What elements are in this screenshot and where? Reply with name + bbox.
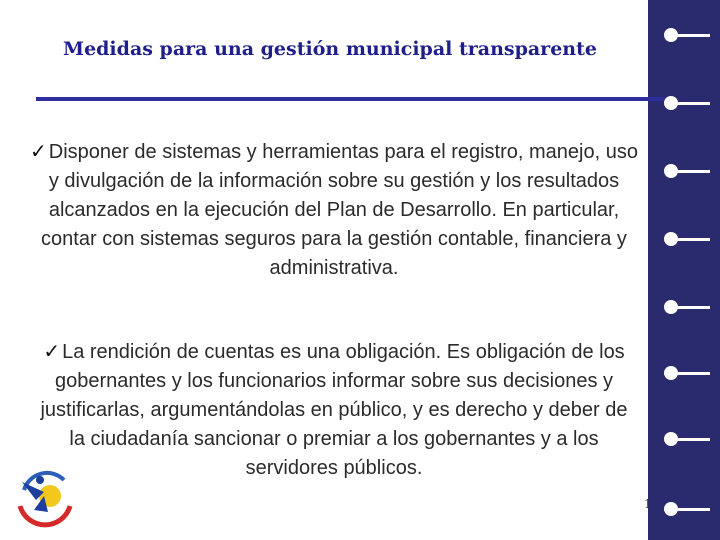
band-dash [676, 170, 710, 173]
bullet-text: La rendición de cuentas es una obligación. Es obligación de los gobernantes y los funcionarios informar sobre sus decisiones y justificarlas, argumentándolas en público, y es derecho y deber de la ciudadanía sancionar o premiar a los gobernantes y a los servidores públicos. [40, 341, 628, 479]
institution-logo-icon [14, 466, 76, 528]
band-dash [676, 102, 710, 105]
checkmark-icon: ✓ [43, 339, 61, 363]
band-dash [676, 508, 710, 511]
decorative-side-band [648, 0, 720, 540]
page-number: 1 [644, 497, 652, 511]
band-dash [676, 306, 710, 309]
bullet-paragraph [30, 137, 638, 283]
slide-title: Medidas para una gestión municipal transparente [63, 38, 597, 60]
band-dash [676, 34, 710, 37]
checkmark-icon: ✓ [30, 139, 47, 163]
band-dash [676, 372, 710, 375]
bullet-text: Disponer de sistemas y herramientas para el registro, manejo, uso y divulgación de la información sobre su gestión y los resultados alcanzados en la ejecución del Plan de Desarrollo. En particular, contar con sistemas seguros para la gestión contable, financiera y administrativa. [41, 141, 638, 279]
bullet-paragraph [30, 337, 638, 483]
band-dash [676, 438, 710, 441]
title-divider [36, 97, 664, 101]
band-dash [676, 238, 710, 241]
